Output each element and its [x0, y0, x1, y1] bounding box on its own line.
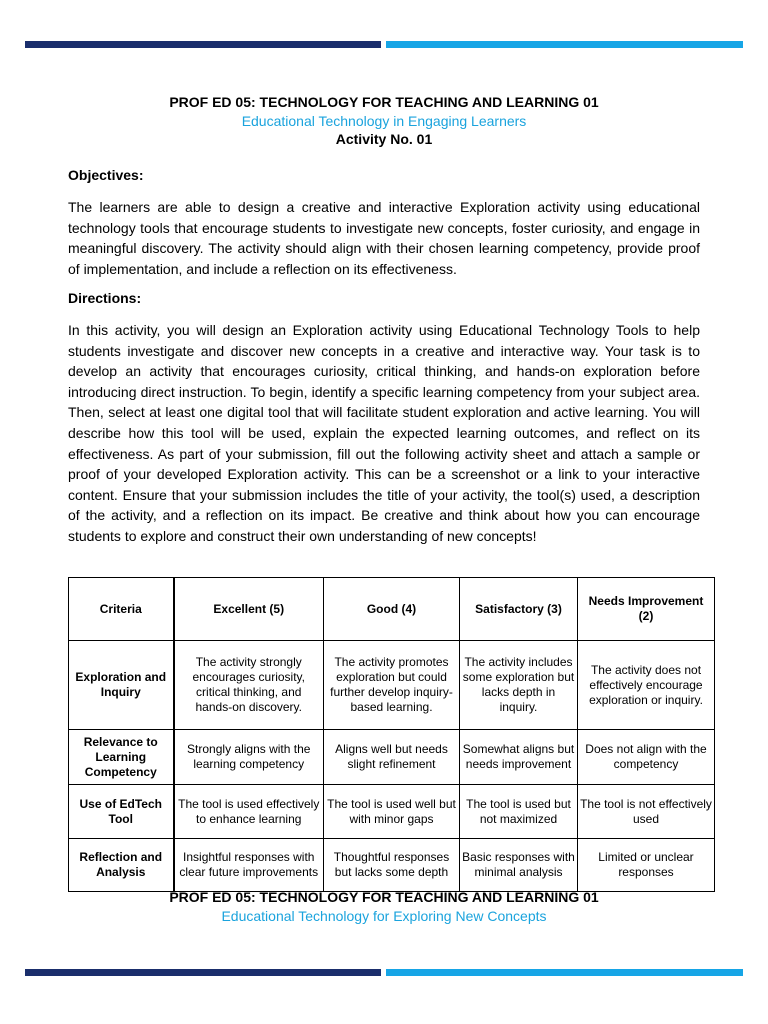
rubric-criterion: Exploration and Inquiry: [69, 641, 174, 730]
top-bar-light-segment: [386, 41, 743, 48]
rubric-row: [69, 785, 715, 839]
rubric-cell: The tool is used but not maximized: [460, 785, 578, 839]
rubric-cell: The activity does not effectively encourage exploration or inquiry.: [578, 641, 715, 730]
rubric-header-row: [69, 578, 715, 641]
rubric-table: [68, 577, 715, 892]
footer-course-title: PROF ED 05: TECHNOLOGY FOR TEACHING AND LEARNING 01: [169, 889, 599, 905]
rubric-criterion: Use of EdTech Tool: [69, 785, 174, 839]
rubric-criterion: Relevance to Learning Competency: [69, 730, 174, 785]
rubric-cell: Does not align with the competency: [578, 730, 715, 785]
objectives-heading: Objectives:: [68, 167, 144, 183]
document-footer: [0, 888, 768, 925]
rubric-cell: Thoughtful responses but lacks some depth: [324, 839, 460, 892]
bottom-bar-light-segment: [386, 969, 743, 976]
rubric-cell: Limited or unclear responses: [578, 839, 715, 892]
bottom-bar-dark-segment: [25, 969, 381, 976]
rubric-cell: The tool is used effectively to enhance learning: [174, 785, 324, 839]
bottom-decorative-bar: [25, 969, 743, 976]
objectives-text: The learners are able to design a creative and interactive Exploration activity using educational technology tools that encourage students to investigate new concepts, foster curiosity, and engage in meaningful discovery. The activity should align with their chosen learning competency, provide proof of implementation, and include a reflection on its effectiveness.: [68, 199, 700, 277]
rubric-header-cell: Excellent (5): [174, 578, 324, 641]
rubric-header-cell: Criteria: [69, 578, 174, 641]
module-subtitle: Educational Technology in Engaging Learners: [241, 113, 527, 129]
rubric-cell: The activity includes some exploration but lacks depth in inquiry.: [460, 641, 578, 730]
rubric-row: [69, 730, 715, 785]
course-title: PROF ED 05: TECHNOLOGY FOR TEACHING AND LEARNING 01: [169, 94, 599, 110]
activity-number: Activity No. 01: [335, 131, 433, 147]
rubric-header-cell: Needs Improvement (2): [578, 578, 715, 641]
rubric-header-cell: Satisfactory (3): [460, 578, 578, 641]
rubric-cell: Somewhat aligns but needs improvement: [460, 730, 578, 785]
rubric-cell: The activity promotes exploration but could further develop inquiry-based learning.: [324, 641, 460, 730]
rubric-cell: Insightful responses with clear future improvements: [174, 839, 324, 892]
rubric-criterion: Reflection and Analysis: [69, 839, 174, 892]
rubric-row: [69, 641, 715, 730]
top-bar-dark-segment: [25, 41, 381, 48]
rubric-cell: Aligns well but needs slight refinement: [324, 730, 460, 785]
rubric-row: [69, 839, 715, 892]
rubric-cell: Strongly aligns with the learning competency: [174, 730, 324, 785]
directions-text: In this activity, you will design an Exploration activity using Educational Technology Tools to help students investigate and discover new concepts in a creative and interactive way. Your task is to develop an activity that encourages curiosity, critical thinking, and hands-on exploration before introducing direct instruction. To begin, identify a specific learning competency from your subject area. Then, select at least one digital tool that will facilitate student exploration and active learning. You will describe how this tool will be used, explain the expected learning outcomes, and reflect on its effectiveness. As part of your submission, fill out the following activity sheet and attach a sample or proof of your developed Exploration activity. This can be a screenshot or a link to your interactive content. Ensure that your submission includes the title of your activity, the tool(s) used, a description of the activity, and a reflection on its impact. Be creative and think about how you can encourage students to explore and construct their own understanding of new concepts!: [68, 322, 700, 544]
rubric-header-cell: Good (4): [324, 578, 460, 641]
top-decorative-bar: [25, 41, 743, 48]
rubric-cell: Basic responses with minimal analysis: [460, 839, 578, 892]
rubric-cell: The activity strongly encourages curiosity, critical thinking, and hands-on discovery.: [174, 641, 324, 730]
rubric-cell: The tool is used well but with minor gaps: [324, 785, 460, 839]
footer-subtitle: Educational Technology for Exploring New Concepts: [221, 908, 547, 924]
directions-heading: Directions:: [68, 290, 142, 306]
rubric-cell: The tool is not effectively used: [578, 785, 715, 839]
document-header: [0, 93, 768, 149]
